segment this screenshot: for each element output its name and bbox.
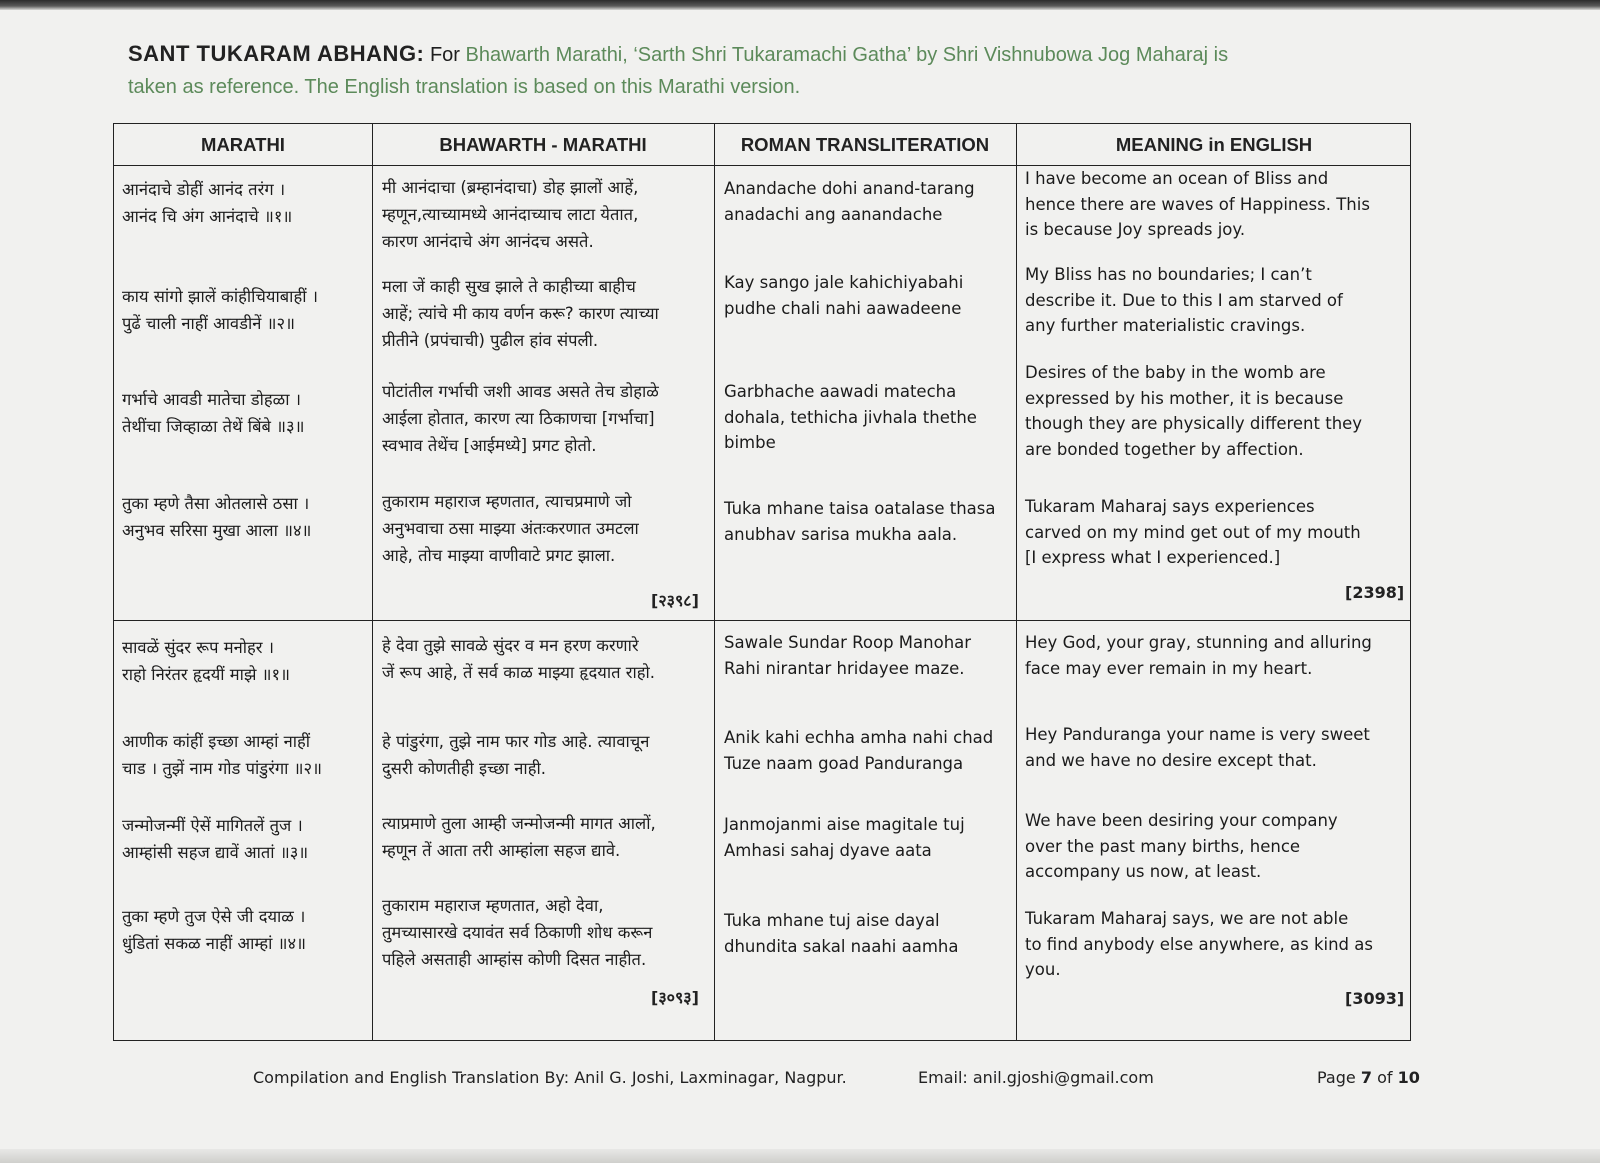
english-meaning: I have become an ocean of Bliss and hence there are waves of Happiness. This is because Joy spreads joy. bbox=[1025, 169, 1370, 239]
english-meaning: My Bliss has no boundaries; I can’t describe it. Due to this I am starved of any further materialistic cravings. bbox=[1025, 265, 1343, 335]
bhawarth-text: हे देवा तुझे सावळे सुंदर व मन हरण करणारे जें रूप आहे, तें सर्व काळ माझ्या हृदयात राहो. bbox=[382, 636, 656, 682]
marathi-verse: तुका म्हणे तुज ऐसे जी दयाळ । धुंडितां सकळ नाहीं आम्हां ॥४॥ bbox=[122, 907, 306, 953]
scan-top-edge bbox=[0, 0, 1600, 10]
bhawarth-text: पोटांतील गर्भाची जशी आवड असते तेच डोहाळे आईला होतात, कारण त्या ठिकाणचा [गर्भाचा] स्वभाव तेथेंच [आईमध्ये] प्रगट होतो. bbox=[382, 382, 659, 455]
column-header-english: MEANING in ENGLISH bbox=[1115, 134, 1313, 155]
english-meaning: Hey God, your gray, stunning and alluring face may ever remain in my heart. bbox=[1025, 633, 1372, 678]
english-meaning: Hey Panduranga your name is very sweet and we have no desire except that. bbox=[1025, 725, 1370, 770]
marathi-verse: आणीक कांहीं इच्छा आम्हां नाहीं चाड । तुझें नाम गोड पांडुरंगा ॥२॥ bbox=[122, 732, 323, 778]
roman-transliteration: Kay sango jale kahichiyabahi pudhe chali nahi aawadeene bbox=[724, 273, 964, 318]
bhawarth-text: हे पांडुरंगा, तुझे नाम फार गोड आहे. त्यावाचून दुसरी कोणतीही इच्छा नाही. bbox=[382, 732, 650, 778]
marathi-verse: आनंदाचे डोहीं आनंद तरंग । आनंद चि अंग आनंदाचे ॥१॥ bbox=[122, 180, 293, 226]
english-meaning: Tukaram Maharaj says experiences carved on my mind get out of my mouth [I express what I experienced.] bbox=[1025, 497, 1361, 567]
bhawarth-text: मला जें काही सुख झाले ते काहीच्या बाहीच आहें; त्यांचे मी काय वर्णन करू? कारण त्याच्या प्रीतीने (प्रपंचाची) पुढील हांव संपली. bbox=[382, 277, 659, 350]
column-header-roman: ROMAN TRANSLITERATION bbox=[740, 134, 990, 155]
header-reference-line1: Bhawarth Marathi, ‘Sarth Shri Tukaramachi Gatha’ by Shri Vishnubowa Jog Maharaj is bbox=[465, 44, 1229, 66]
abhang-number-marathi: [३०९३] bbox=[651, 988, 699, 1007]
header-for: For bbox=[429, 44, 460, 66]
abhang-number-english: [2398] bbox=[1345, 583, 1405, 602]
bhawarth-text: त्याप्रमाणे तुला आम्ही जन्मोजन्मी मागत आलों, म्हणून तें आता तरी आम्हांला सहज द्यावे. bbox=[382, 814, 656, 860]
roman-transliteration: Sawale Sundar Roop Manohar Rahi nirantar hridayee maze. bbox=[724, 633, 972, 678]
english-meaning: We have been desiring your company over the past many births, hence accompany us now, at least. bbox=[1025, 811, 1338, 881]
abhang-number-marathi: [२३९८] bbox=[651, 591, 699, 610]
bhawarth-text: तुकाराम महाराज म्हणतात, अहो देवा, तुमच्यासारखे दयावंत सर्व ठिकाणी शोध करून पहिले असताही आम्हांस कोणी दिसत नाहीत. bbox=[382, 896, 653, 969]
roman-transliteration: Janmojanmi aise magitale tuj Amhasi sahaj dyave aata bbox=[724, 815, 965, 860]
marathi-verse: काय सांगो झालें कांहीचियाबाहीं । पुढें चाली नाहीं आवडीनें ॥२॥ bbox=[122, 287, 318, 333]
marathi-verse: तुका म्हणे तैसा ओतलासे ठसा । अनुभव सरिसा मुखा आला ॥४॥ bbox=[122, 494, 312, 540]
column-divider bbox=[372, 124, 373, 1040]
marathi-verse: सावळें सुंदर रूप मनोहर । राहो निरंतर हृदयीं माझे ॥१॥ bbox=[122, 638, 291, 684]
marathi-verse: जन्मोजन्मीं ऐसें मागितलें तुज । आम्हांसी सहज द्यावें आतां ॥३॥ bbox=[122, 816, 309, 862]
roman-transliteration: Tuka mhane tuj aise dayal dhundita sakal naahi aamha bbox=[724, 911, 959, 956]
english-meaning: Desires of the baby in the womb are expressed by his mother, it is because though they are physically different they are bonded together by affection. bbox=[1025, 363, 1363, 459]
bhawarth-text: तुकाराम महाराज म्हणतात, त्याचप्रमाणे जो अनुभवाचा ठसा माझ्या अंतःकरणात उमटला आहे, तोच माझ्या वाणीवाटे प्रगट झाला. bbox=[382, 492, 639, 565]
scan-bottom-edge bbox=[0, 1149, 1600, 1163]
document-header bbox=[128, 38, 1418, 103]
abhang-table bbox=[113, 123, 1411, 1041]
header-reference-line2: taken as reference. The English translation is based on this Marathi version. bbox=[128, 76, 801, 98]
group-divider bbox=[114, 620, 1410, 621]
column-header-marathi: MARATHI bbox=[201, 134, 285, 155]
roman-transliteration: Anik kahi echha amha nahi chad Tuze naam goad Panduranga bbox=[724, 728, 994, 773]
abhang-number-english: [3093] bbox=[1345, 989, 1405, 1008]
column-header-bhawarth: BHAWARTH - MARATHI bbox=[439, 134, 647, 155]
column-divider bbox=[714, 124, 715, 1040]
bhawarth-text: मी आनंदाचा (ब्रम्हानंदाचा) डोह झालों आहें, म्हणून,त्याच्यामध्ये आनंदाच्याच लाटा येतात, कारण आनंदाचे अंग आनंदच असते. bbox=[382, 178, 639, 251]
column-divider bbox=[1016, 124, 1017, 1040]
footer-email: Email: anil.gjoshi@gmail.com bbox=[918, 1068, 1154, 1087]
english-meaning: Tukaram Maharaj says, we are not able to find anybody else anywhere, as kind as you. bbox=[1025, 909, 1373, 979]
header-title: SANT TUKARAM ABHANG: bbox=[128, 41, 425, 66]
roman-transliteration: Anandache dohi anand-tarang anadachi ang aanandache bbox=[724, 179, 975, 224]
page-number: Page 7 of 10 bbox=[1317, 1068, 1420, 1087]
marathi-verse: गर्भाचे आवडी मातेचा डोहळा । तेथींचा जिव्हाळा तेथें बिंबे ॥३॥ bbox=[122, 390, 305, 436]
roman-transliteration: Garbhache aawadi matecha dohala, tethicha jivhala thethe bimbe bbox=[724, 382, 977, 452]
footer-credit: Compilation and English Translation By: Anil G. Joshi, Laxminagar, Nagpur. bbox=[253, 1068, 847, 1087]
roman-transliteration: Tuka mhane taisa oatalase thasa anubhav sarisa mukha aala. bbox=[724, 499, 996, 544]
